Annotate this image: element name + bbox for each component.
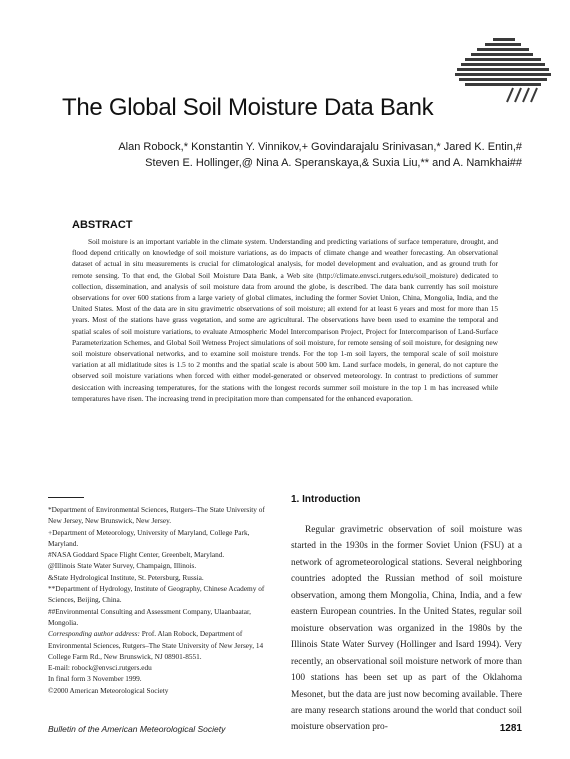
affiliation-footnote: +Department of Meteorology, University of Maryland, College Park, Maryland. (48, 527, 250, 548)
introduction-text: Regular gravimetric observation of soil moisture was started in the 1930s in the former Soviet Union (FSU) at a network of agrometeorological stations. Several neighboring countries adopted the Russian method of soil moisture observation, among them Mongolia, China, India, and a few eastern European countries. In the United States, regular soil moisture observation was organized in the 1980s by the Illinois State Water Survey (Hollinger and Isard 1994). Very recently, an observational soil moisture network of more than 100 stations has been set up as part of the Oklahoma Mesonet, but the data are just now becoming available. There are many research stations around the world that conduct soil moisture observation pro- (291, 525, 522, 733)
email-line: E-mail: robock@envsci.rutgers.edu (48, 663, 152, 673)
corresponding-label: Corresponding author address: (48, 629, 140, 639)
paper-title: The Global Soil Moisture Data Bank (62, 94, 434, 121)
corresponding-address (48, 628, 280, 662)
copyright-line: ©2000 American Meteorological Society (48, 685, 169, 695)
author-line: Alan Robock,* Konstantin Y. Vinnikov,+ Govindarajalu Srinivasan,* Jared K. Entin,# (118, 141, 522, 153)
affiliation-footnote: **Department of Hydrology, Institute of Geography, Chinese Academy of Sciences, Beijing, China. (48, 584, 265, 605)
affiliation-footnote: *Department of Environmental Sciences, Rutgers–The State University of New Jersey, New Brunswick, New Jersey. (48, 505, 265, 526)
affiliation-footnote: ##Environmental Consulting and Assessment Company, Ulaanbaatar, Mongolia. (48, 606, 251, 627)
affiliation-footnote: #NASA Goddard Space Flight Center, Greenbelt, Maryland. (48, 550, 225, 560)
abstract-text: Soil moisture is an important variable in the climate system. Understanding and predicting variations of surface temperature, drought, and flood depend critically on knowledge of soil moisture variations, as do impacts of climate change and weather forecasting. An observational dataset of actual in situ measurements is crucial for climatological analysis, for model development and evaluation, and as ground truth for remote sensing. To that end, the Global Soil Moisture Data Bank, a Web site (http://climate.envsci.rutgers.edu/soil_moisture) dedicated to collection, dissemination, and analysis of soil moisture data from around the globe, is described. The data bank currently has soil moisture observations for over 600 stations from a large variety of global climates, including the former Soviet Union, China, Mongolia, India, and the United States. Most of the data are in situ gravimetric observations of soil moisture; all extend for at least 6 years and most for more than 15 years. Most of the stations have grass vegetation, and some are agricultural. The observations have been used to examine the temporal and spatial scales of soil moisture variations, to evaluate Atmospheric Model Intercomparison Project, Project for Intercomparison of Land-Surface Parameterization Schemes, and Global Soil Wetness Project simulations of soil moisture, for remote sensing of soil moisture, for designing new soil moisture observational networks, and to examine soil moisture trends. For the top 1-m soil layers, the temporal scale of soil moisture variation at all midlatitude sites is 1.5 to 2 months and the spatial scale is about 500 km. Land surface models, in general, do not capture the observed soil moisture variations when forced with either model-generated or observed meteorology. In contrast to predictions of summer desiccation with increasing temperatures, for the stations with the longest records summer soil moisture in the top 1 m has increased while temperatures have risen. The increasing trend in precipitation more than compensated for the enhanced evaporation. (72, 237, 498, 403)
author-list (40, 139, 522, 171)
corresponding-text: Prof. Alan Robock, Department of Environmental Sciences, Rutgers–The State University of New Jersey, 14 College Farm Rd., New Brunswick, NJ 08901-8551. (48, 629, 264, 661)
final-form-date: In final form 3 November 1999. (48, 674, 142, 684)
section-heading-introduction: 1. Introduction (291, 494, 361, 505)
page-number: 1281 (499, 723, 522, 734)
abstract-heading: ABSTRACT (72, 219, 133, 231)
affiliation-footnote: &State Hydrological Institute, St. Petersburg, Russia. (48, 572, 204, 582)
affiliation-footnote: @Illinois State Water Survey, Champaign, Illinois. (48, 561, 197, 571)
footnotes (48, 504, 280, 696)
author-line: Steven E. Hollinger,@ Nina A. Speranskaya,& Suxia Liu,** and A. Namkhai## (145, 157, 522, 169)
footnote-divider (48, 497, 84, 498)
journal-name-footer: Bulletin of the American Meteorological Society (48, 724, 226, 734)
